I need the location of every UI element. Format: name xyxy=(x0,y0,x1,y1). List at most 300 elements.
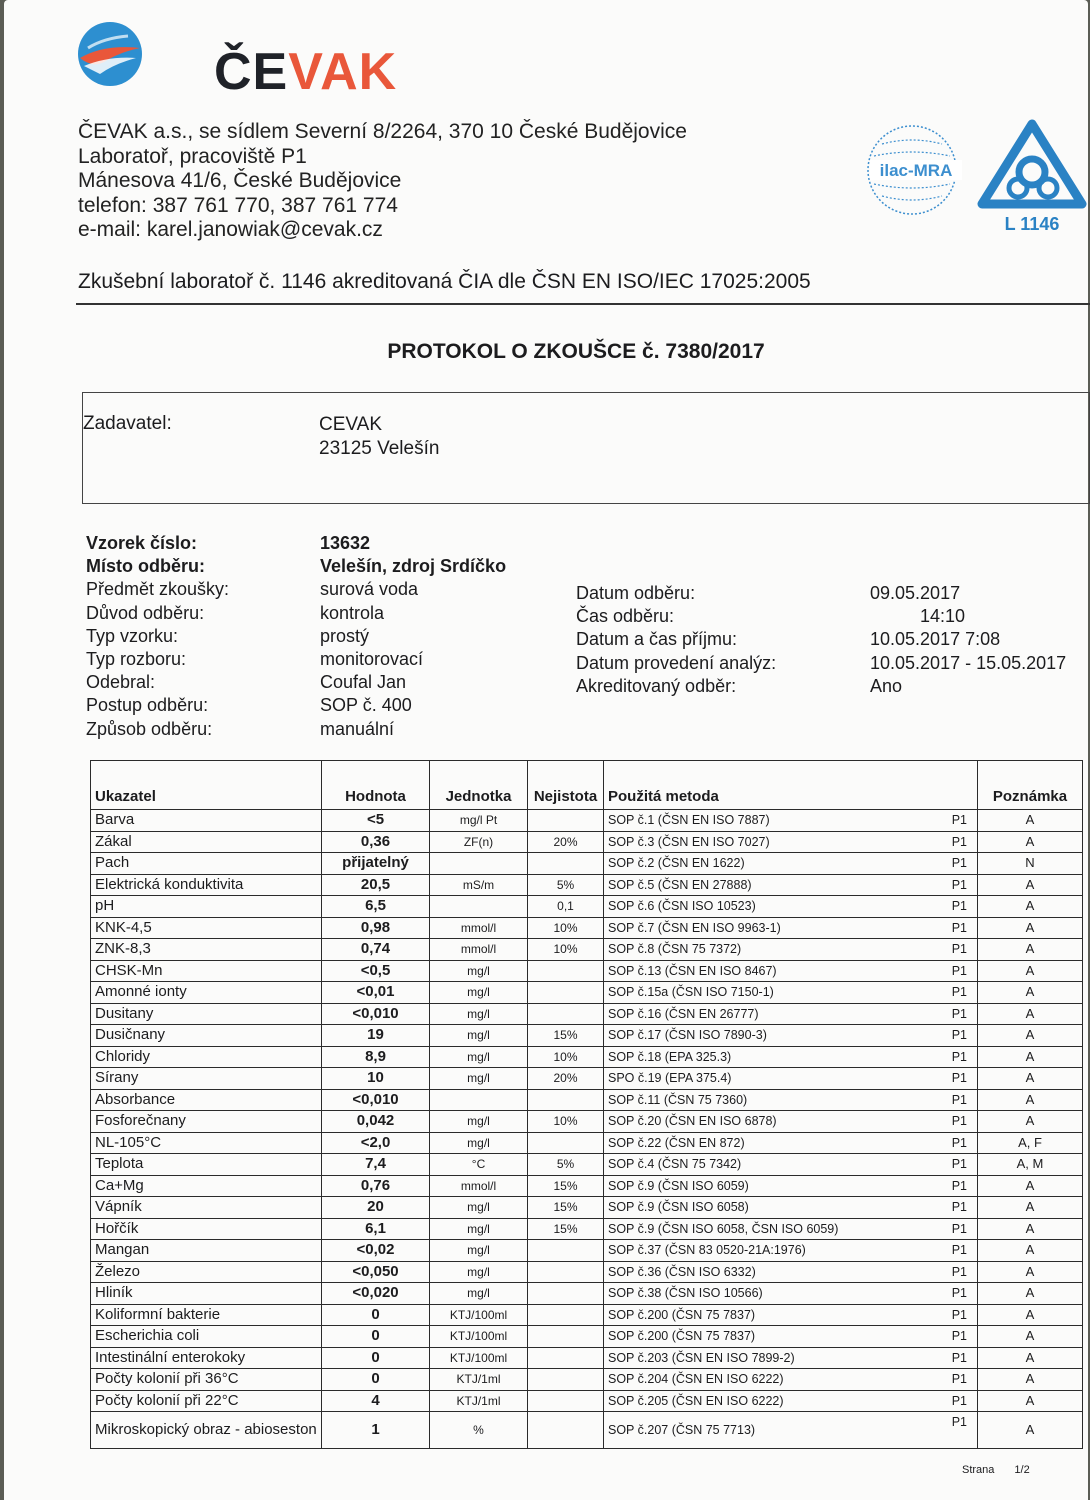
workplace-code: P1 xyxy=(951,942,967,956)
address-line: Mánesova 41/6, České Budějovice xyxy=(78,169,402,192)
parameter-name: Sírany xyxy=(91,1068,322,1090)
remark: A xyxy=(978,1175,1083,1197)
method-name: SPO č.19 (EPA 375.4) xyxy=(608,1071,732,1086)
parameter-uncertainty xyxy=(528,1369,604,1391)
remark: A xyxy=(978,1261,1083,1283)
parameter-unit: mS/m xyxy=(430,874,528,896)
table-row xyxy=(91,982,1083,1004)
workplace-code: P1 xyxy=(951,1028,967,1042)
table-row xyxy=(91,1025,1083,1047)
parameter-value: 0,042 xyxy=(322,1111,430,1133)
parameter-unit: KTJ/1ml xyxy=(430,1390,528,1412)
workplace-code: P1 xyxy=(951,899,967,913)
parameter-unit: mg/l xyxy=(430,1003,528,1025)
table-row xyxy=(91,1412,1083,1449)
method-name: SOP č.7 (ČSN EN ISO 9963-1) xyxy=(608,920,781,935)
parameter-uncertainty xyxy=(528,982,604,1004)
method-cell xyxy=(604,1046,978,1068)
results-body xyxy=(91,810,1083,1449)
parameter-name: Teplota xyxy=(91,1154,322,1176)
method-cell xyxy=(604,1283,978,1305)
sample-value: kontrola xyxy=(320,602,385,623)
remark: A xyxy=(978,1369,1083,1391)
parameter-name: Intestinální enterokoky xyxy=(91,1347,322,1369)
remark: A xyxy=(978,1111,1083,1133)
parameter-unit: mmol/l xyxy=(430,1175,528,1197)
parameter-value: 20,5 xyxy=(322,874,430,896)
method-name: SOP č.3 (ČSN EN ISO 7027) xyxy=(608,834,770,849)
table-row xyxy=(91,874,1083,896)
method-name: SOP č.4 (ČSN 75 7342) xyxy=(608,1157,742,1172)
parameter-name: NL-105°C xyxy=(91,1132,322,1154)
parameter-value: 0 xyxy=(322,1369,430,1391)
parameter-unit: mmol/l xyxy=(430,917,528,939)
workplace-code: P1 xyxy=(951,813,967,827)
parameter-unit: mg/l xyxy=(430,1240,528,1262)
parameter-value: 6,5 xyxy=(322,896,430,918)
sample-label: Postup odběru: xyxy=(86,695,209,716)
sample-value: monitorovací xyxy=(320,649,424,670)
workplace-code: P1 xyxy=(951,1178,967,1193)
table-row xyxy=(91,896,1083,918)
remark: A xyxy=(978,1412,1083,1449)
table-row xyxy=(91,1068,1083,1090)
parameter-value: 4 xyxy=(322,1390,430,1412)
svg-text:L 1146: L 1146 xyxy=(1004,214,1060,234)
workplace-code: P1 xyxy=(951,1006,967,1021)
parameter-name: Absorbance xyxy=(91,1089,322,1111)
parameter-value: 8,9 xyxy=(322,1046,430,1068)
table-row xyxy=(91,831,1083,853)
remark: A xyxy=(978,982,1083,1004)
parameter-uncertainty xyxy=(528,1347,604,1369)
sample-label: Typ rozboru: xyxy=(86,649,187,670)
workplace-code: P1 xyxy=(951,1049,967,1064)
method-name: SOP č.13 (ČSN EN ISO 8467) xyxy=(608,963,777,978)
workplace-code: P1 xyxy=(951,877,967,892)
ilac-mra-badge xyxy=(862,120,972,220)
remark: A xyxy=(978,1304,1083,1326)
method-name: SOP č.15a (ČSN ISO 7150-1) xyxy=(608,985,774,1000)
page-number: Strana 1/2 xyxy=(962,1464,1030,1476)
method-cell xyxy=(604,1218,978,1240)
parameter-value: 0,36 xyxy=(322,831,430,853)
table-row xyxy=(91,1089,1083,1111)
remark: A xyxy=(978,896,1083,918)
table-row xyxy=(91,1347,1083,1369)
method-name: SOP č.203 (ČSN EN ISO 7899-2) xyxy=(608,1350,795,1365)
parameter-name: ZNK-8,3 xyxy=(91,939,322,961)
parameter-uncertainty: 10% xyxy=(528,1111,604,1133)
method-name: SOP č.37 (ČSN 83 0520-21A:1976) xyxy=(608,1243,806,1258)
table-row xyxy=(91,939,1083,961)
parameter-name: Amonné ionty xyxy=(91,982,322,1004)
method-name: SOP č.2 (ČSN EN 1622) xyxy=(608,856,745,871)
analysis-dates: 10.05.2017 - 15.05.2017 xyxy=(870,652,1067,673)
workplace-code: P1 xyxy=(951,1071,967,1085)
sample-label: Předmět zkoušky: xyxy=(86,579,230,600)
remark: A xyxy=(978,874,1083,896)
workplace-code: P1 xyxy=(951,1264,967,1279)
workplace-code: P1 xyxy=(951,1286,967,1300)
sampling-label: Datum a čas příjmu: xyxy=(576,629,738,650)
table-row xyxy=(91,1390,1083,1412)
table-row xyxy=(91,1369,1083,1391)
parameter-name: Hliník xyxy=(91,1283,322,1305)
remark: A xyxy=(978,1390,1083,1412)
method-cell xyxy=(604,1261,978,1283)
sampling-label: Čas odběru: xyxy=(576,606,675,627)
parameter-value: <5 xyxy=(322,810,430,832)
method-cell xyxy=(604,1003,978,1025)
receipt-datetime: 10.05.2017 7:08 xyxy=(870,629,1001,650)
parameter-unit: mg/l xyxy=(430,982,528,1004)
parameter-uncertainty xyxy=(528,810,604,832)
remark: A, F xyxy=(978,1132,1083,1154)
method-cell xyxy=(604,1326,978,1348)
table-row xyxy=(91,1218,1083,1240)
sample-value: Coufal Jan xyxy=(320,672,407,693)
water-drop-logo-icon xyxy=(74,18,146,90)
parameter-uncertainty: 5% xyxy=(528,1154,604,1176)
method-name: SOP č.11 (ČSN 75 7360) xyxy=(608,1092,748,1107)
column-header: Jednotka xyxy=(430,761,528,810)
parameter-unit: mg/l Pt xyxy=(430,810,528,832)
parameter-unit: mg/l xyxy=(430,1068,528,1090)
email-line: e-mail: karel.janowiak@cevak.cz xyxy=(78,218,383,241)
sampling-place: Velešín, zdroj Srdíčko xyxy=(320,556,507,577)
remark: A xyxy=(978,960,1083,982)
remark: A xyxy=(978,1240,1083,1262)
parameter-uncertainty xyxy=(528,1412,604,1449)
parameter-value: <0,02 xyxy=(322,1240,430,1262)
parameter-uncertainty xyxy=(528,1304,604,1326)
parameter-value: 0 xyxy=(322,1326,430,1348)
parameter-name: Počty kolonií při 22°C xyxy=(91,1390,322,1412)
sample-label: Způsob odběru: xyxy=(86,718,213,739)
parameter-unit: mg/l xyxy=(430,1197,528,1219)
client-box xyxy=(82,392,1090,504)
parameter-name: Barva xyxy=(91,810,322,832)
ilac-globe-icon xyxy=(862,120,972,220)
sampling-date: 09.05.2017 xyxy=(870,583,961,603)
method-name: SOP č.9 (ČSN ISO 6058, ČSN ISO 6059) xyxy=(608,1221,839,1236)
parameter-uncertainty: 20% xyxy=(528,1068,604,1090)
workplace-code: P1 xyxy=(951,1135,967,1150)
address-line: ČEVAK a.s., se sídlem Severní 8/2264, 370 10 České Budějovice xyxy=(78,120,687,143)
workplace-code: P1 xyxy=(951,1393,967,1408)
method-cell xyxy=(604,982,978,1004)
parameter-value: <0,010 xyxy=(322,1089,430,1111)
method-name: SOP č.6 (ČSN ISO 10523) xyxy=(608,899,756,914)
results-table xyxy=(90,760,1083,1449)
workplace-code: P1 xyxy=(951,985,967,999)
phone-line: telefon: 387 761 770, 387 761 774 xyxy=(78,193,398,217)
workplace-code: P1 xyxy=(951,1092,967,1107)
parameter-name: Koliformní bakterie xyxy=(91,1304,322,1326)
lab-address xyxy=(78,120,687,243)
table-row xyxy=(91,1240,1083,1262)
parameter-unit xyxy=(430,1089,528,1111)
parameter-unit: mg/l xyxy=(430,1283,528,1305)
method-name: SOP č.22 (ČSN EN 872) xyxy=(608,1135,745,1150)
remark: A, M xyxy=(978,1154,1083,1176)
parameter-name: Mikroskopický obraz - abioseston xyxy=(91,1412,322,1449)
method-cell xyxy=(604,960,978,982)
workplace-code: P1 xyxy=(951,1307,967,1322)
table-row xyxy=(91,1111,1083,1133)
workplace-code: P1 xyxy=(951,920,967,935)
parameter-name: Hořčík xyxy=(91,1218,322,1240)
parameter-unit: KTJ/100ml xyxy=(430,1347,528,1369)
parameter-uncertainty xyxy=(528,1003,604,1025)
parameter-value: <0,5 xyxy=(322,960,430,982)
logo-wordmark: ČEVAK xyxy=(214,43,398,101)
parameter-unit: mg/l xyxy=(430,1218,528,1240)
accreditation-statement: Zkušební laboratoř č. 1146 akreditovaná ČIA dle ČSN EN ISO/IEC 17025:2005 xyxy=(78,270,811,293)
workplace-code: P1 xyxy=(951,1243,967,1257)
method-name: SOP č.36 (ČSN ISO 6332) xyxy=(608,1264,756,1279)
parameter-name: Escherichia coli xyxy=(91,1326,322,1348)
client-label: Zadavatel: xyxy=(83,413,172,434)
svg-text:ilac-MRA: ilac-MRA xyxy=(879,161,953,180)
parameter-value: 0 xyxy=(322,1304,430,1326)
method-cell xyxy=(604,896,978,918)
sample-number: 13632 xyxy=(320,533,371,553)
method-name: SOP č.20 (ČSN EN ISO 6878) xyxy=(608,1114,777,1129)
parameter-unit: mg/l xyxy=(430,960,528,982)
parameter-uncertainty xyxy=(528,1089,604,1111)
parameter-name: CHSK-Mn xyxy=(91,960,322,982)
parameter-value: 7,4 xyxy=(322,1154,430,1176)
parameter-value: 10 xyxy=(322,1068,430,1090)
parameter-name: Dusičnany xyxy=(91,1025,322,1047)
method-cell xyxy=(604,1390,978,1412)
sampling-labels xyxy=(576,582,776,698)
remark: A xyxy=(978,831,1083,853)
remark: A xyxy=(978,917,1083,939)
parameter-uncertainty: 15% xyxy=(528,1175,604,1197)
parameter-value: 0,76 xyxy=(322,1175,430,1197)
parameter-name: Vápník xyxy=(91,1197,322,1219)
sampling-time: 14:10 xyxy=(920,606,966,627)
method-name: SOP č.200 (ČSN 75 7837) xyxy=(608,1329,756,1344)
method-cell xyxy=(604,1197,978,1219)
method-cell xyxy=(604,853,978,875)
client-details xyxy=(319,413,439,461)
remark: A xyxy=(978,1025,1083,1047)
sample-label: Vzorek číslo: xyxy=(86,533,198,553)
table-row xyxy=(91,960,1083,982)
parameter-value: 0,74 xyxy=(322,939,430,961)
remark: A xyxy=(978,1003,1083,1025)
parameter-value: 0 xyxy=(322,1347,430,1369)
parameter-name: Dusitany xyxy=(91,1003,322,1025)
sample-labels xyxy=(86,532,229,741)
method-cell xyxy=(604,1347,978,1369)
sampling-label: Datum provedení analýz: xyxy=(576,652,777,673)
parameter-unit: KTJ/1ml xyxy=(430,1369,528,1391)
column-header: Poznámka xyxy=(978,761,1083,810)
workplace-code: P1 xyxy=(951,1200,967,1214)
parameter-name: KNK-4,5 xyxy=(91,917,322,939)
method-name: SOP č.205 (ČSN EN ISO 6222) xyxy=(608,1393,784,1408)
parameter-unit: mg/l xyxy=(430,1025,528,1047)
table-row xyxy=(91,1175,1083,1197)
sample-label: Místo odběru: xyxy=(86,556,205,577)
parameter-name: Železo xyxy=(91,1261,322,1283)
sample-label: Typ vzorku: xyxy=(86,625,179,646)
header-divider xyxy=(76,303,1090,305)
workplace-code: P1 xyxy=(951,1372,967,1386)
method-cell xyxy=(604,831,978,853)
parameter-unit: °C xyxy=(430,1154,528,1176)
parameter-value: <2,0 xyxy=(322,1132,430,1154)
parameter-name: Počty kolonií při 36°C xyxy=(91,1369,322,1391)
parameter-uncertainty: 15% xyxy=(528,1025,604,1047)
table-header-row xyxy=(91,761,1083,810)
workplace-code: P1 xyxy=(951,856,967,870)
parameter-uncertainty: 15% xyxy=(528,1197,604,1219)
parameter-name: Zákal xyxy=(91,831,322,853)
table-row xyxy=(91,853,1083,875)
parameter-uncertainty xyxy=(528,853,604,875)
parameter-unit: % xyxy=(430,1412,528,1449)
parameter-value: <0,020 xyxy=(322,1283,430,1305)
method-cell xyxy=(604,1025,978,1047)
parameter-unit: mg/l xyxy=(430,1046,528,1068)
method-cell xyxy=(604,1412,978,1449)
address-line: Laboratoř, pracoviště P1 xyxy=(78,144,307,168)
method-name: SOP č.1 (ČSN EN ISO 7887) xyxy=(608,813,770,828)
remark: A xyxy=(978,1068,1083,1090)
cia-accreditation-mark xyxy=(976,118,1088,238)
parameter-uncertainty xyxy=(528,1390,604,1412)
parameter-uncertainty: 0,1 xyxy=(528,896,604,918)
parameter-value: 20 xyxy=(322,1197,430,1219)
parameter-uncertainty xyxy=(528,1132,604,1154)
parameter-value: 19 xyxy=(322,1025,430,1047)
sample-value: surová voda xyxy=(320,579,419,600)
parameter-unit: mmol/l xyxy=(430,939,528,961)
table-row xyxy=(91,1283,1083,1305)
parameter-uncertainty: 10% xyxy=(528,917,604,939)
client-address: 23125 Velešín xyxy=(319,438,440,459)
remark: A xyxy=(978,1326,1083,1348)
table-row xyxy=(91,1046,1083,1068)
table-row xyxy=(91,1261,1083,1283)
sampling-values xyxy=(870,582,1066,698)
cevak-logo xyxy=(74,18,398,101)
parameter-uncertainty xyxy=(528,960,604,982)
table-row xyxy=(91,917,1083,939)
method-cell xyxy=(604,1304,978,1326)
workplace-code: P1 xyxy=(951,1415,967,1429)
sample-label: Odebral: xyxy=(86,672,156,693)
remark: A xyxy=(978,1197,1083,1219)
sample-value: SOP č. 400 xyxy=(320,695,412,716)
protocol-sheet xyxy=(4,0,1088,1500)
parameter-value: <0,010 xyxy=(322,1003,430,1025)
parameter-value: <0,050 xyxy=(322,1261,430,1283)
parameter-unit: KTJ/100ml xyxy=(430,1326,528,1348)
method-cell xyxy=(604,939,978,961)
accredited-sampling: Ano xyxy=(870,675,903,696)
parameter-unit: mg/l xyxy=(430,1261,528,1283)
remark: A xyxy=(978,810,1083,832)
sample-values xyxy=(320,532,506,741)
method-cell xyxy=(604,1240,978,1262)
method-cell xyxy=(604,1111,978,1133)
sample-value: manuální xyxy=(320,718,395,739)
method-cell xyxy=(604,917,978,939)
parameter-uncertainty xyxy=(528,1261,604,1283)
parameter-unit xyxy=(430,853,528,875)
parameter-value: 0,98 xyxy=(322,917,430,939)
workplace-code: P1 xyxy=(951,834,967,849)
sample-label: Důvod odběru: xyxy=(86,602,205,623)
parameter-value: <0,01 xyxy=(322,982,430,1004)
sample-value: prostý xyxy=(320,625,370,646)
parameter-name: Elektrická konduktivita xyxy=(91,874,322,896)
parameter-uncertainty xyxy=(528,1283,604,1305)
method-name: SOP č.8 (ČSN 75 7372) xyxy=(608,942,742,957)
parameter-name: Fosforečnany xyxy=(91,1111,322,1133)
remark: A xyxy=(978,1283,1083,1305)
remark: A xyxy=(978,1347,1083,1369)
method-cell xyxy=(604,1369,978,1391)
parameter-uncertainty: 15% xyxy=(528,1218,604,1240)
column-header: Hodnota xyxy=(322,761,430,810)
workplace-code: P1 xyxy=(951,1114,967,1128)
remark: A xyxy=(978,939,1083,961)
parameter-unit xyxy=(430,896,528,918)
table-row xyxy=(91,1003,1083,1025)
table-row xyxy=(91,1154,1083,1176)
workplace-code: P1 xyxy=(951,1221,967,1236)
parameter-name: Mangan xyxy=(91,1240,322,1262)
parameter-unit: mg/l xyxy=(430,1111,528,1133)
sampling-label: Datum odběru: xyxy=(576,583,696,603)
column-header: Použitá metoda xyxy=(604,761,978,810)
parameter-uncertainty: 10% xyxy=(528,939,604,961)
remark: N xyxy=(978,853,1083,875)
column-header: Ukazatel xyxy=(91,761,322,810)
parameter-name: pH xyxy=(91,896,322,918)
workplace-code: P1 xyxy=(951,1350,967,1365)
method-name: SOP č.200 (ČSN 75 7837) xyxy=(608,1307,756,1322)
table-row xyxy=(91,810,1083,832)
method-name: SOP č.9 (ČSN ISO 6059) xyxy=(608,1178,749,1193)
parameter-name: Chloridy xyxy=(91,1046,322,1068)
parameter-unit: KTJ/100ml xyxy=(430,1304,528,1326)
remark: A xyxy=(978,1218,1083,1240)
parameter-uncertainty xyxy=(528,1326,604,1348)
method-name: SOP č.17 (ČSN ISO 7890-3) xyxy=(608,1028,767,1043)
parameter-unit: mg/l xyxy=(430,1132,528,1154)
table-row xyxy=(91,1326,1083,1348)
method-name: SOP č.5 (ČSN EN 27888) xyxy=(608,877,752,892)
table-row xyxy=(91,1304,1083,1326)
method-cell xyxy=(604,1068,978,1090)
method-cell xyxy=(604,810,978,832)
cia-triangle-icon xyxy=(976,118,1088,238)
parameter-uncertainty xyxy=(528,1240,604,1262)
parameter-name: Ca+Mg xyxy=(91,1175,322,1197)
table-row xyxy=(91,1197,1083,1219)
method-name: SOP č.9 (ČSN ISO 6058) xyxy=(608,1200,749,1215)
parameter-value: přijatelný xyxy=(322,853,430,875)
